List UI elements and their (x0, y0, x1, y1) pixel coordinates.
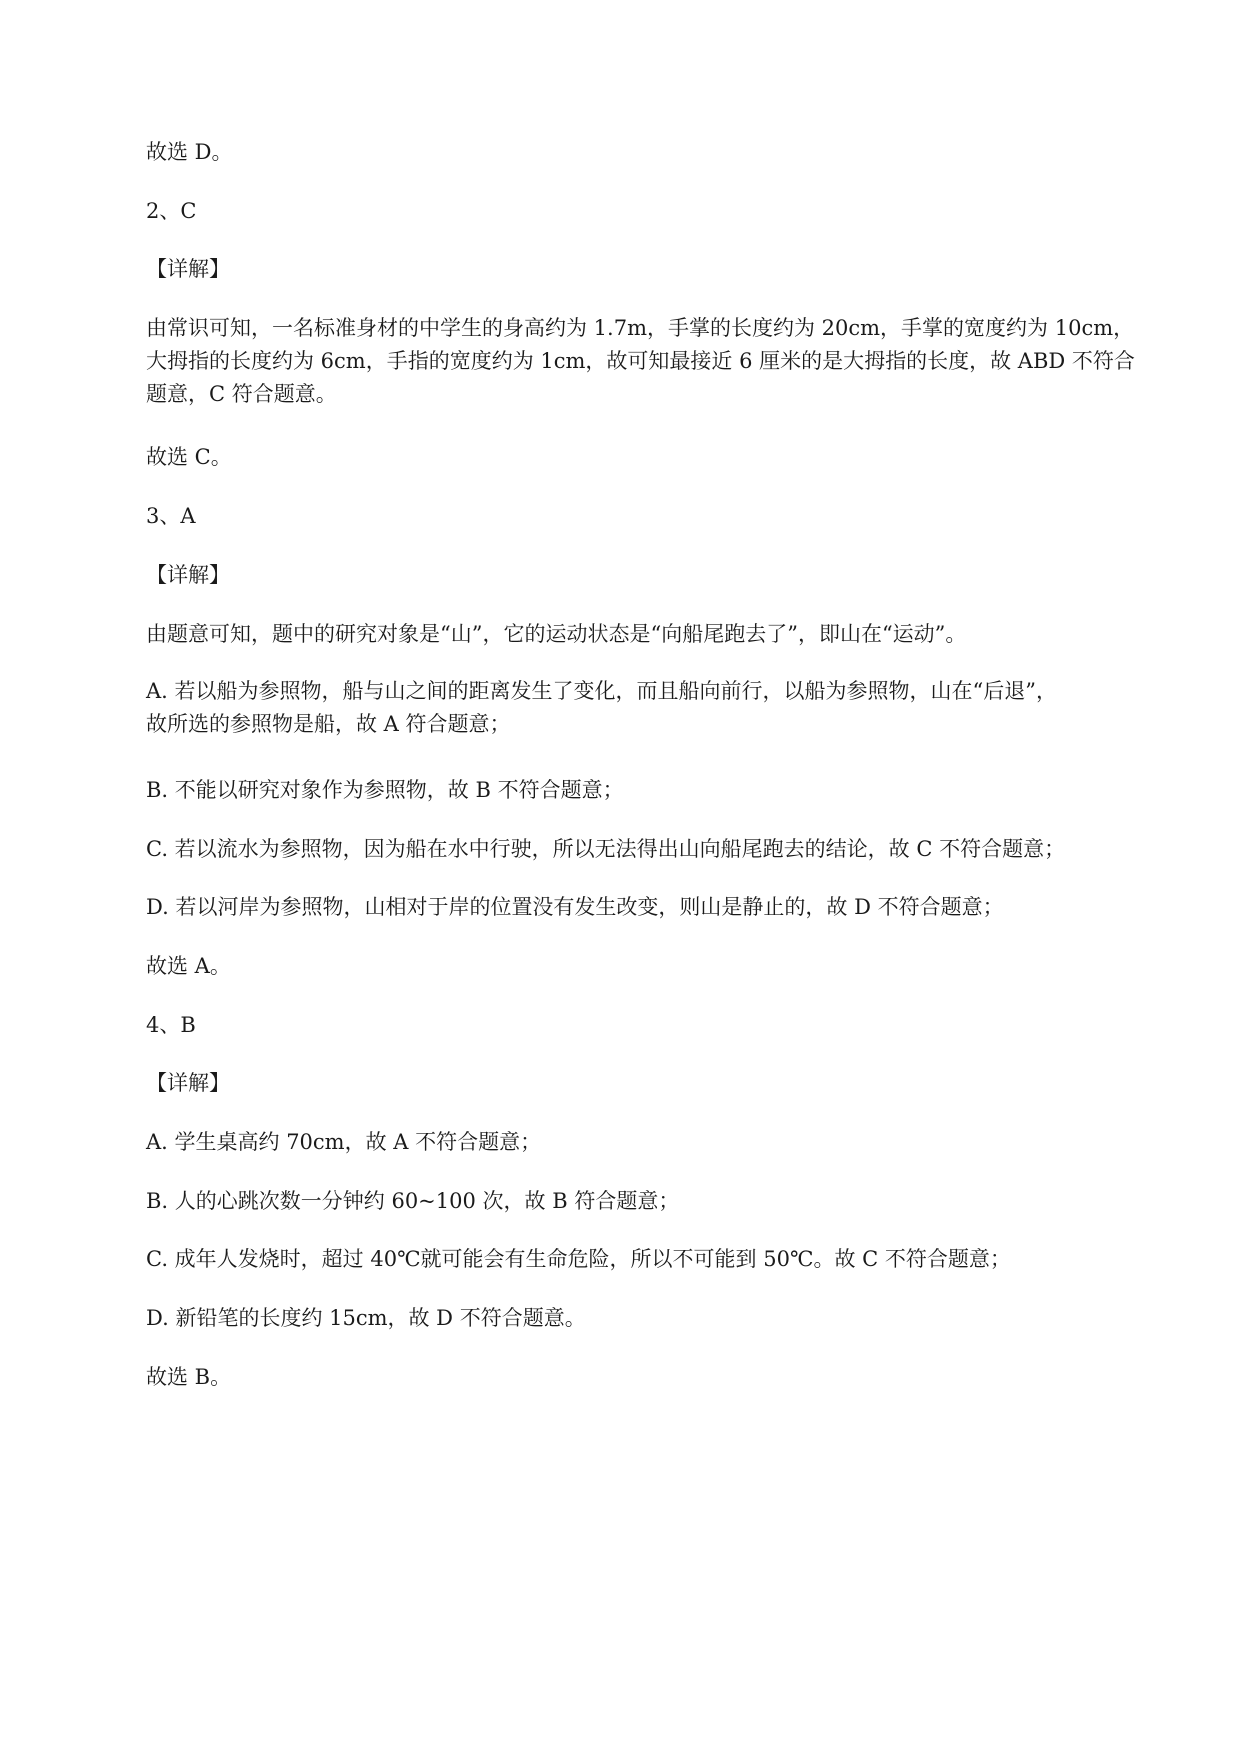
question-3-option-d: D. 若以河岸为参照物，山相对于岸的位置没有发生改变，则山是静止的，故 D 不符合题意； (146, 895, 1004, 919)
answer-conclusion-3: 故选 A。 (146, 954, 231, 978)
explanation-line: 题意，C 符合题意。 (146, 382, 337, 406)
question-4-option-d: D. 新铅笔的长度约 15cm，故 D 不符合题意。 (146, 1306, 586, 1330)
question-3-option-b: B. 不能以研究对象作为参照物，故 B 不符合题意； (146, 778, 624, 802)
explanation-line: 由常识可知，一名标准身材的中学生的身高约为 1.7m，手掌的长度约为 20cm，手掌的宽度约为 10cm， (146, 316, 1135, 340)
answer-conclusion-1: 故选 D。 (146, 140, 233, 164)
answer-conclusion-2: 故选 C。 (146, 445, 232, 469)
question-3-option-c: C. 若以流水为参照物，因为船在水中行驶，所以无法得出山向船尾跑去的结论，故 C 不符合题意； (146, 837, 1066, 861)
question-3-detail-heading: 【详解】 (146, 563, 230, 587)
question-4-option-a: A. 学生桌高约 70cm，故 A 不符合题意； (146, 1130, 542, 1154)
question-4-option-b: B. 人的心跳次数一分钟约 60~100 次，故 B 符合题意； (146, 1189, 680, 1213)
answer-conclusion-4: 故选 B。 (146, 1365, 232, 1389)
option-line: 故所选的参照物是船，故 A 符合题意； (146, 712, 511, 736)
question-2-explanation (146, 312, 1176, 411)
explanation-line: 大拇指的长度约为 6cm，手指的宽度约为 1cm，故可知最接近 6 厘米的是大拇指的长度，故 ABD 不符合 (146, 349, 1135, 373)
question-4-answer: 4、B (146, 1013, 196, 1037)
option-line: A. 若以船为参照物，船与山之间的距离发生了变化，而且船向前行，以船为参照物，山在“后退”， (146, 679, 1057, 703)
question-3-option-a (146, 675, 1176, 741)
question-4-detail-heading: 【详解】 (146, 1071, 230, 1095)
question-2-detail-heading: 【详解】 (146, 257, 230, 281)
question-4-option-c: C. 成年人发烧时，超过 40℃就可能会有生命危险，所以不可能到 50℃。故 C 不符合题意； (146, 1247, 1011, 1271)
question-3-answer: 3、A (146, 504, 196, 528)
question-2-answer: 2、C (146, 199, 197, 223)
question-3-analysis: 由题意可知，题中的研究对象是“山”，它的运动状态是“向船尾跑去了”，即山在“运动”。 (146, 622, 967, 646)
